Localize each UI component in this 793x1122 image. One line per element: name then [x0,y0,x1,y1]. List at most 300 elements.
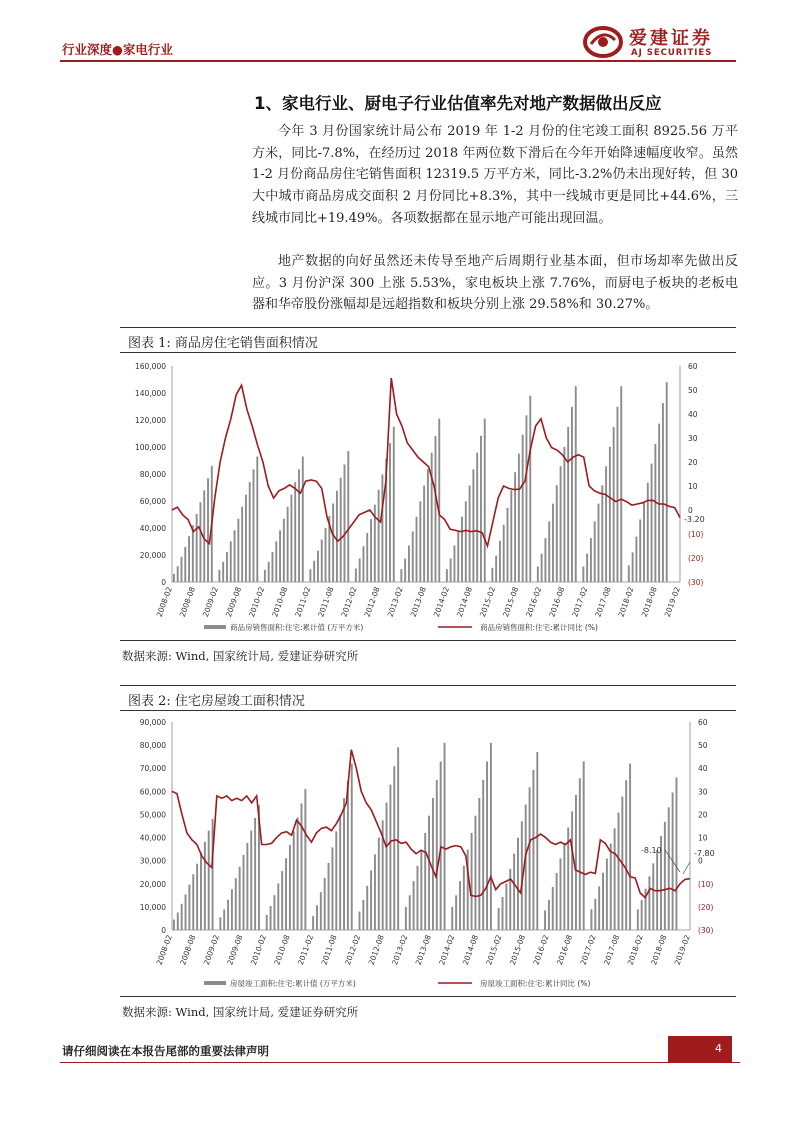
fig1-bar [336,491,338,582]
fig1-bar [370,519,372,582]
fig2-bar [393,766,395,930]
fig1-yoy-line [172,378,680,546]
fig2-x-tick: 2018-02 [625,933,645,967]
fig2-y-right-tick: 60 [698,718,708,727]
fig1-x-tick: 2015-02 [477,585,498,619]
fig2-bar [173,920,175,930]
fig1-bar [635,537,637,582]
fig1-y-right-tick: (20) [688,554,704,563]
fig1-legend-bar-label: 商品房销售面积:住宅:累计值 (万平方米) [230,623,364,632]
fig1-x-tick: 2011-02 [293,585,313,619]
fig1-bar [560,466,562,582]
fig2-bar [335,831,337,930]
fig1-x-tick: 2019-02 [662,585,682,619]
fig1-bar [264,570,266,582]
paragraph-2: 地产数据的向好虽然还未传导至地产后周期行业基本面，但市场却率先做出反应。3 月份沪深 300 上涨 5.53%，家电板块上涨 7.76%，而厨电子板块的老板电器和华帝股份涨幅却是远超指数和板块分别上涨 29.58%和 30.27%。 [252,254,738,313]
fig1-bar [184,547,186,582]
brand-name-cn: 爱建证券 [629,28,713,49]
footer-disclaimer: 请仔细阅读在本报告尾部的重要法律声明 [62,1044,269,1058]
fig1-bar [423,486,425,582]
fig2-bar [610,844,612,930]
figure-2-source: 数据来源: Wind, 国家统计局, 爱建证券研究所 [122,1005,359,1019]
fig2-bar [478,798,480,930]
fig2-y-right-tick: 30 [698,787,708,797]
fig1-y-left-tick: 100,000 [134,443,166,452]
fig1-bar [181,557,183,582]
fig1-bar [510,490,512,582]
fig1-bar [548,521,550,582]
fig1-bar [567,427,569,582]
fig2-bar [223,909,225,930]
fig2-bar [331,847,333,930]
fig1-x-tick: 2008-02 [154,585,174,619]
fig2-bar [208,831,210,930]
fig1-bar [617,407,619,582]
fig2-bar [444,743,446,930]
fig2-x-tick: 2015-08 [507,933,528,967]
fig2-bar [420,850,422,930]
fig1-bar [499,541,501,582]
fig1-bar [651,464,653,582]
fig2-bar [366,886,368,930]
fig1-bar [283,519,285,582]
paragraph-1: 今年 3 月份国家统计局公布 2019 年 1-2 月份的住宅竣工面积 8925.56 万平方米，同比-7.8%，在经历过 2018 年两位数下滑后在今年开始降速幅度收窄。虽然 1-2 月份商品房住宅销售面积 12319.5 万平方米，同比-3.2%仍未出现好转，但 30 大中城市商品房成交面积 2 月份同比+8.3%，其中一线城市更是同比+44.6%，三线城市同比+19.49%。各项数据都在显示地产可能出现回温。 [252,124,738,226]
fig1-bar [340,478,342,582]
fig2-bar [192,874,194,930]
fig1-bar [514,472,516,582]
fig2-x-tick: 2019-02 [672,933,692,967]
fig2-bar [273,895,275,930]
brand-name-en: AJ SECURITIES [631,48,713,58]
fig1-bar [302,456,304,582]
fig2-bar [374,854,376,930]
fig1-y-left-tick: 60,000 [139,497,166,506]
fig1-bar [526,415,528,582]
fig1-bar [563,447,565,582]
fig2-x-tick: 2016-02 [531,933,551,967]
fig2-x-tick: 2015-02 [484,933,504,967]
figure-1-title [120,327,736,353]
fig1-bar [450,559,452,582]
fig2-bar [590,909,592,930]
fig2-bar [312,916,314,930]
fig1-bar [287,507,289,582]
fig2-callout-label-1: -8.10 [641,846,662,855]
fig1-y-right-tick: 40 [688,410,698,419]
fig2-bar [277,883,279,930]
fig1-bar [552,504,554,582]
fig2-bar [664,822,666,930]
fig2-callout-label-2: -7.80 [694,849,715,858]
fig2-bar [459,881,461,930]
fig1-bar [598,504,600,582]
fig1-bar [461,517,463,582]
fig2-bar [424,833,426,930]
fig1-x-tick: 2016-02 [524,585,544,619]
fig1-x-tick: 2016-08 [547,585,567,619]
fig1-bar [453,546,455,582]
fig1-bar [309,569,311,582]
fig1-x-tick: 2018-08 [639,585,659,619]
fig1-y-left-tick: 160,000 [134,362,166,371]
fig2-bar [529,787,531,930]
fig2-bar [525,805,527,930]
fig1-bar [529,396,531,582]
fig1-bar [237,519,239,582]
section-title: 1、家电行业、厨电子行业估值率先对地产数据做出反应 [254,94,662,113]
fig2-bar [513,854,515,930]
fig1-x-tick: 2014-08 [454,585,475,619]
fig1-bar [435,436,437,582]
fig1-bar [491,568,493,582]
fig1-y-right-tick: (30) [688,578,704,587]
fig2-bar [490,743,492,930]
fig2-y-right-tick: (30) [698,926,714,935]
fig1-bar [226,552,228,582]
fig1-bar [658,424,660,582]
fig1-bar [192,525,194,582]
fig1-y-right-tick: 50 [688,386,698,395]
fig2-bar [432,798,434,930]
fig1-bar [207,478,209,582]
fig1-bar [332,504,334,582]
figure-2-title [120,685,736,711]
fig1-bar [256,456,258,582]
fig1-y-right-tick: 30 [688,434,698,443]
fig1-bar [484,419,486,582]
fig1-bar [272,552,274,582]
fig1-bar [582,566,584,582]
fig1-bar [321,540,323,582]
fig2-bar [498,908,500,930]
fig1-bar [480,436,482,582]
fig1-x-tick: 2012-02 [339,585,359,619]
figure-1-title-text: 图表 1: 商品房住宅销售面积情况 [128,336,318,351]
fig2-bar [482,780,484,930]
fig2-bar [347,781,349,930]
fig2-bar [397,747,399,930]
fig2-y-left-tick: 60,000 [139,787,166,797]
fig1-bar [294,482,296,582]
fig2-y-right-tick: 50 [698,741,708,751]
fig2-x-tick: 2014-02 [437,933,457,967]
fig1-bar [378,490,380,582]
fig2-bar [246,843,248,930]
fig1-bar [620,386,622,582]
fig2-bar [536,752,538,930]
fig2-bar [266,915,268,930]
fig2-bar [328,863,330,930]
fig2-x-tick: 2017-08 [602,933,622,967]
fig2-bar [583,761,585,930]
fig1-x-tick: 2013-02 [385,585,405,619]
fig1-bar [275,541,277,582]
fig2-x-tick: 2013-02 [390,933,410,967]
fig2-bar [517,838,519,930]
fig2-y-left-tick: 50,000 [139,810,166,820]
fig2-bar [297,818,299,930]
fig2-bar [502,897,504,930]
fig1-bar [537,566,539,582]
fig1-bar [389,443,391,582]
fig2-bar [378,838,380,930]
fig2-x-tick: 2009-02 [201,933,221,967]
fig2-x-tick: 2012-02 [343,933,363,967]
fig1-bar [268,562,270,582]
fig2-bar [177,912,179,930]
fig2-bar [505,884,507,930]
fig1-bar [431,453,433,582]
fig2-bar [231,889,233,930]
fig2-bar [571,811,573,930]
fig1-bar [666,382,668,582]
fig2-x-tick: 2018-08 [649,933,669,967]
fig2-bar [544,910,546,930]
fig1-bar [469,486,471,582]
fig1-bar [507,508,509,582]
fig1-bar [249,482,251,582]
fig1-bar [457,531,459,582]
fig2-bar [188,885,190,930]
fig2-bar [219,917,221,930]
fig1-x-tick: 2010-02 [247,585,267,619]
fig1-bar [230,541,232,582]
fig1-bar [654,444,656,582]
fig1-x-tick: 2017-08 [593,585,613,619]
fig1-bar [400,569,402,582]
fig2-bar [304,789,306,930]
fig2-x-tick: 2011-08 [319,933,339,967]
fig1-bar [199,502,201,582]
fig2-bar [641,900,643,930]
fig1-x-tick: 2010-08 [270,585,290,619]
fig2-x-tick: 2016-08 [554,933,575,967]
fig1-x-tick: 2015-08 [501,585,521,619]
fig1-bar [544,538,546,582]
fig1-x-tick: 2011-08 [316,585,336,619]
fig2-bar [200,853,202,930]
fig2-bar [250,831,252,930]
fig2-legend-bar-label: 房屋竣工面积:住宅:累计值 (万平方米) [230,979,356,988]
fig1-bar [472,469,474,582]
fig1-bar [419,501,421,582]
fig2-bar [386,803,388,930]
fig1-bar [522,435,524,582]
fig1-bar [355,569,357,583]
fig1-bar [438,419,440,582]
fig2-y-right-tick: 10 [698,833,708,843]
fig2-y-right-tick: (10) [698,879,714,889]
fig1-bar [366,533,368,582]
fig2-bar [243,855,245,930]
fig1-bar [476,453,478,582]
fig2-bar [351,764,353,930]
fig1-bar [594,521,596,582]
fig1-bar [586,554,588,582]
fig1-bar [290,495,292,582]
fig1-x-tick: 2009-08 [223,585,244,619]
fig2-y-right-tick: 20 [698,810,708,820]
fig2-bar [239,867,241,930]
fig2-bar [594,899,596,930]
fig2-x-tick: 2012-08 [366,933,386,967]
fig1-y-right-tick: 60 [688,362,698,371]
fig2-bar [343,798,345,930]
fig2-bar [301,803,303,930]
fig2-bar [270,906,272,930]
fig1-bar [241,507,243,582]
fig2-legend-line-label: 房屋竣工面积:住宅:累计同比 (%) [480,979,591,988]
figure-1-chart [120,354,736,636]
fig1-bar [359,558,361,582]
fig1-bar [503,525,505,582]
fig2-y-left-tick: 30,000 [139,856,166,866]
fig2-bar [417,866,419,930]
fig2-bar [212,819,214,930]
fig1-bar [363,546,365,582]
fig1-x-tick: 2012-08 [362,585,382,619]
fig2-bar [320,892,322,930]
fig2-y-left-tick: 70,000 [139,764,166,774]
fig2-x-tick: 2009-08 [225,933,245,967]
fig1-y-right-tick: 0 [688,506,693,515]
fig1-bar [446,569,448,582]
brand-logo-icon [583,22,623,62]
fig1-bar [556,485,558,582]
fig2-bar [281,871,283,930]
fig2-bar [370,870,372,930]
fig2-bar [552,887,554,930]
fig2-bar [285,858,287,930]
fig2-bar [652,863,654,930]
fig2-bar [471,833,473,930]
fig2-bar [362,900,364,930]
fig2-x-tick: 2017-02 [578,933,598,967]
fig2-bar [474,816,476,930]
fig1-bar [404,559,406,582]
fig2-bar [227,900,229,930]
figure-2-title-text: 图表 2: 住宅房屋竣工面积情况 [128,694,305,709]
fig2-y-left-tick: 10,000 [139,902,166,912]
fig2-bar [463,866,465,930]
fig2-bar [181,904,183,930]
fig1-legend-line-label: 商品房销售面积:住宅:累计同比 (%) [480,623,598,632]
page-number: 4 [668,1036,732,1062]
fig2-x-tick: 2008-02 [154,933,174,967]
fig2-x-tick: 2008-08 [178,933,198,967]
figure-2-chart [120,712,736,994]
fig1-bar [347,451,349,582]
fig2-x-tick: 2010-02 [248,933,269,967]
fig1-bar [518,454,520,582]
fig2-bar [625,780,627,930]
fig1-bar [541,554,543,582]
fig1-bar [325,528,327,582]
fig1-x-tick: 2018-02 [616,585,636,619]
fig2-bar [339,815,341,930]
fig2-bar [440,762,442,930]
fig2-x-tick: 2011-02 [295,933,316,967]
fig2-bar [668,807,670,930]
fig1-bar [613,427,615,582]
fig2-bar [532,770,534,930]
fig2-bar [637,909,639,930]
fig1-bar [173,574,175,582]
fig2-x-tick: 2010-08 [272,933,292,967]
fig1-bar [639,520,641,583]
fig1-last-value-label: -3.20 [684,515,705,524]
fig1-bar [632,552,634,582]
fig2-bar [575,795,577,930]
fig1-bar [412,531,414,582]
fig2-y-left-tick: 80,000 [139,741,166,751]
fig1-bar [313,561,315,582]
fig1-y-right-tick: 10 [688,482,698,491]
fig1-x-tick: 2008-08 [177,585,197,619]
header-tag: 行业深度●家电行业 [62,42,173,57]
fig2-bar [598,886,600,930]
fig1-bar [344,465,346,582]
fig2-y-left-tick: 20,000 [139,879,166,889]
fig1-y-left-tick: 0 [161,578,166,587]
fig2-bar [316,905,318,930]
fig2-bar [235,878,237,930]
fig2-bar [602,873,604,930]
fig1-legend-bar-swatch [204,625,226,629]
fig1-bar [601,485,603,582]
fig1-bar [298,469,300,582]
fig1-x-tick: 2013-08 [408,585,428,619]
fig1-bar [188,536,190,582]
fig1-bar [427,469,429,582]
fig1-y-right-tick: (10) [688,530,704,539]
fig2-bar [436,780,438,930]
fig1-bar [393,427,395,582]
fig1-bar [196,514,198,582]
fig2-bar [629,764,631,930]
fig1-bar [609,447,611,582]
fig1-y-left-tick: 120,000 [134,416,166,425]
fig2-bar [618,813,620,930]
fig1-bar [465,501,467,582]
fig2-yoy-line [172,750,690,898]
fig2-legend-bar-swatch [204,981,226,985]
fig2-bar [579,778,581,930]
fig1-y-left-tick: 140,000 [134,389,166,398]
fig2-bar [428,816,430,930]
fig2-bar [324,878,326,930]
fig1-bar [416,517,418,582]
fig2-bar [451,907,453,930]
fig1-bar [628,565,630,582]
fig1-bar [590,538,592,582]
fig2-bar [359,912,361,930]
fig2-bar [648,876,650,930]
fig2-bar [563,843,565,930]
fig2-bar [289,845,291,930]
fig2-y-right-tick: (20) [698,902,714,912]
fig1-bar [575,386,577,582]
fig1-bar [253,469,255,582]
fig2-bar [409,895,411,930]
fig2-bar [413,881,415,930]
fig1-y-left-tick: 40,000 [139,524,166,533]
fig2-bar [548,900,550,930]
fig2-bar [185,894,187,930]
fig1-x-tick: 2014-02 [431,585,451,619]
fig1-bar [571,407,573,582]
fig2-callout-line-2 [683,862,690,874]
